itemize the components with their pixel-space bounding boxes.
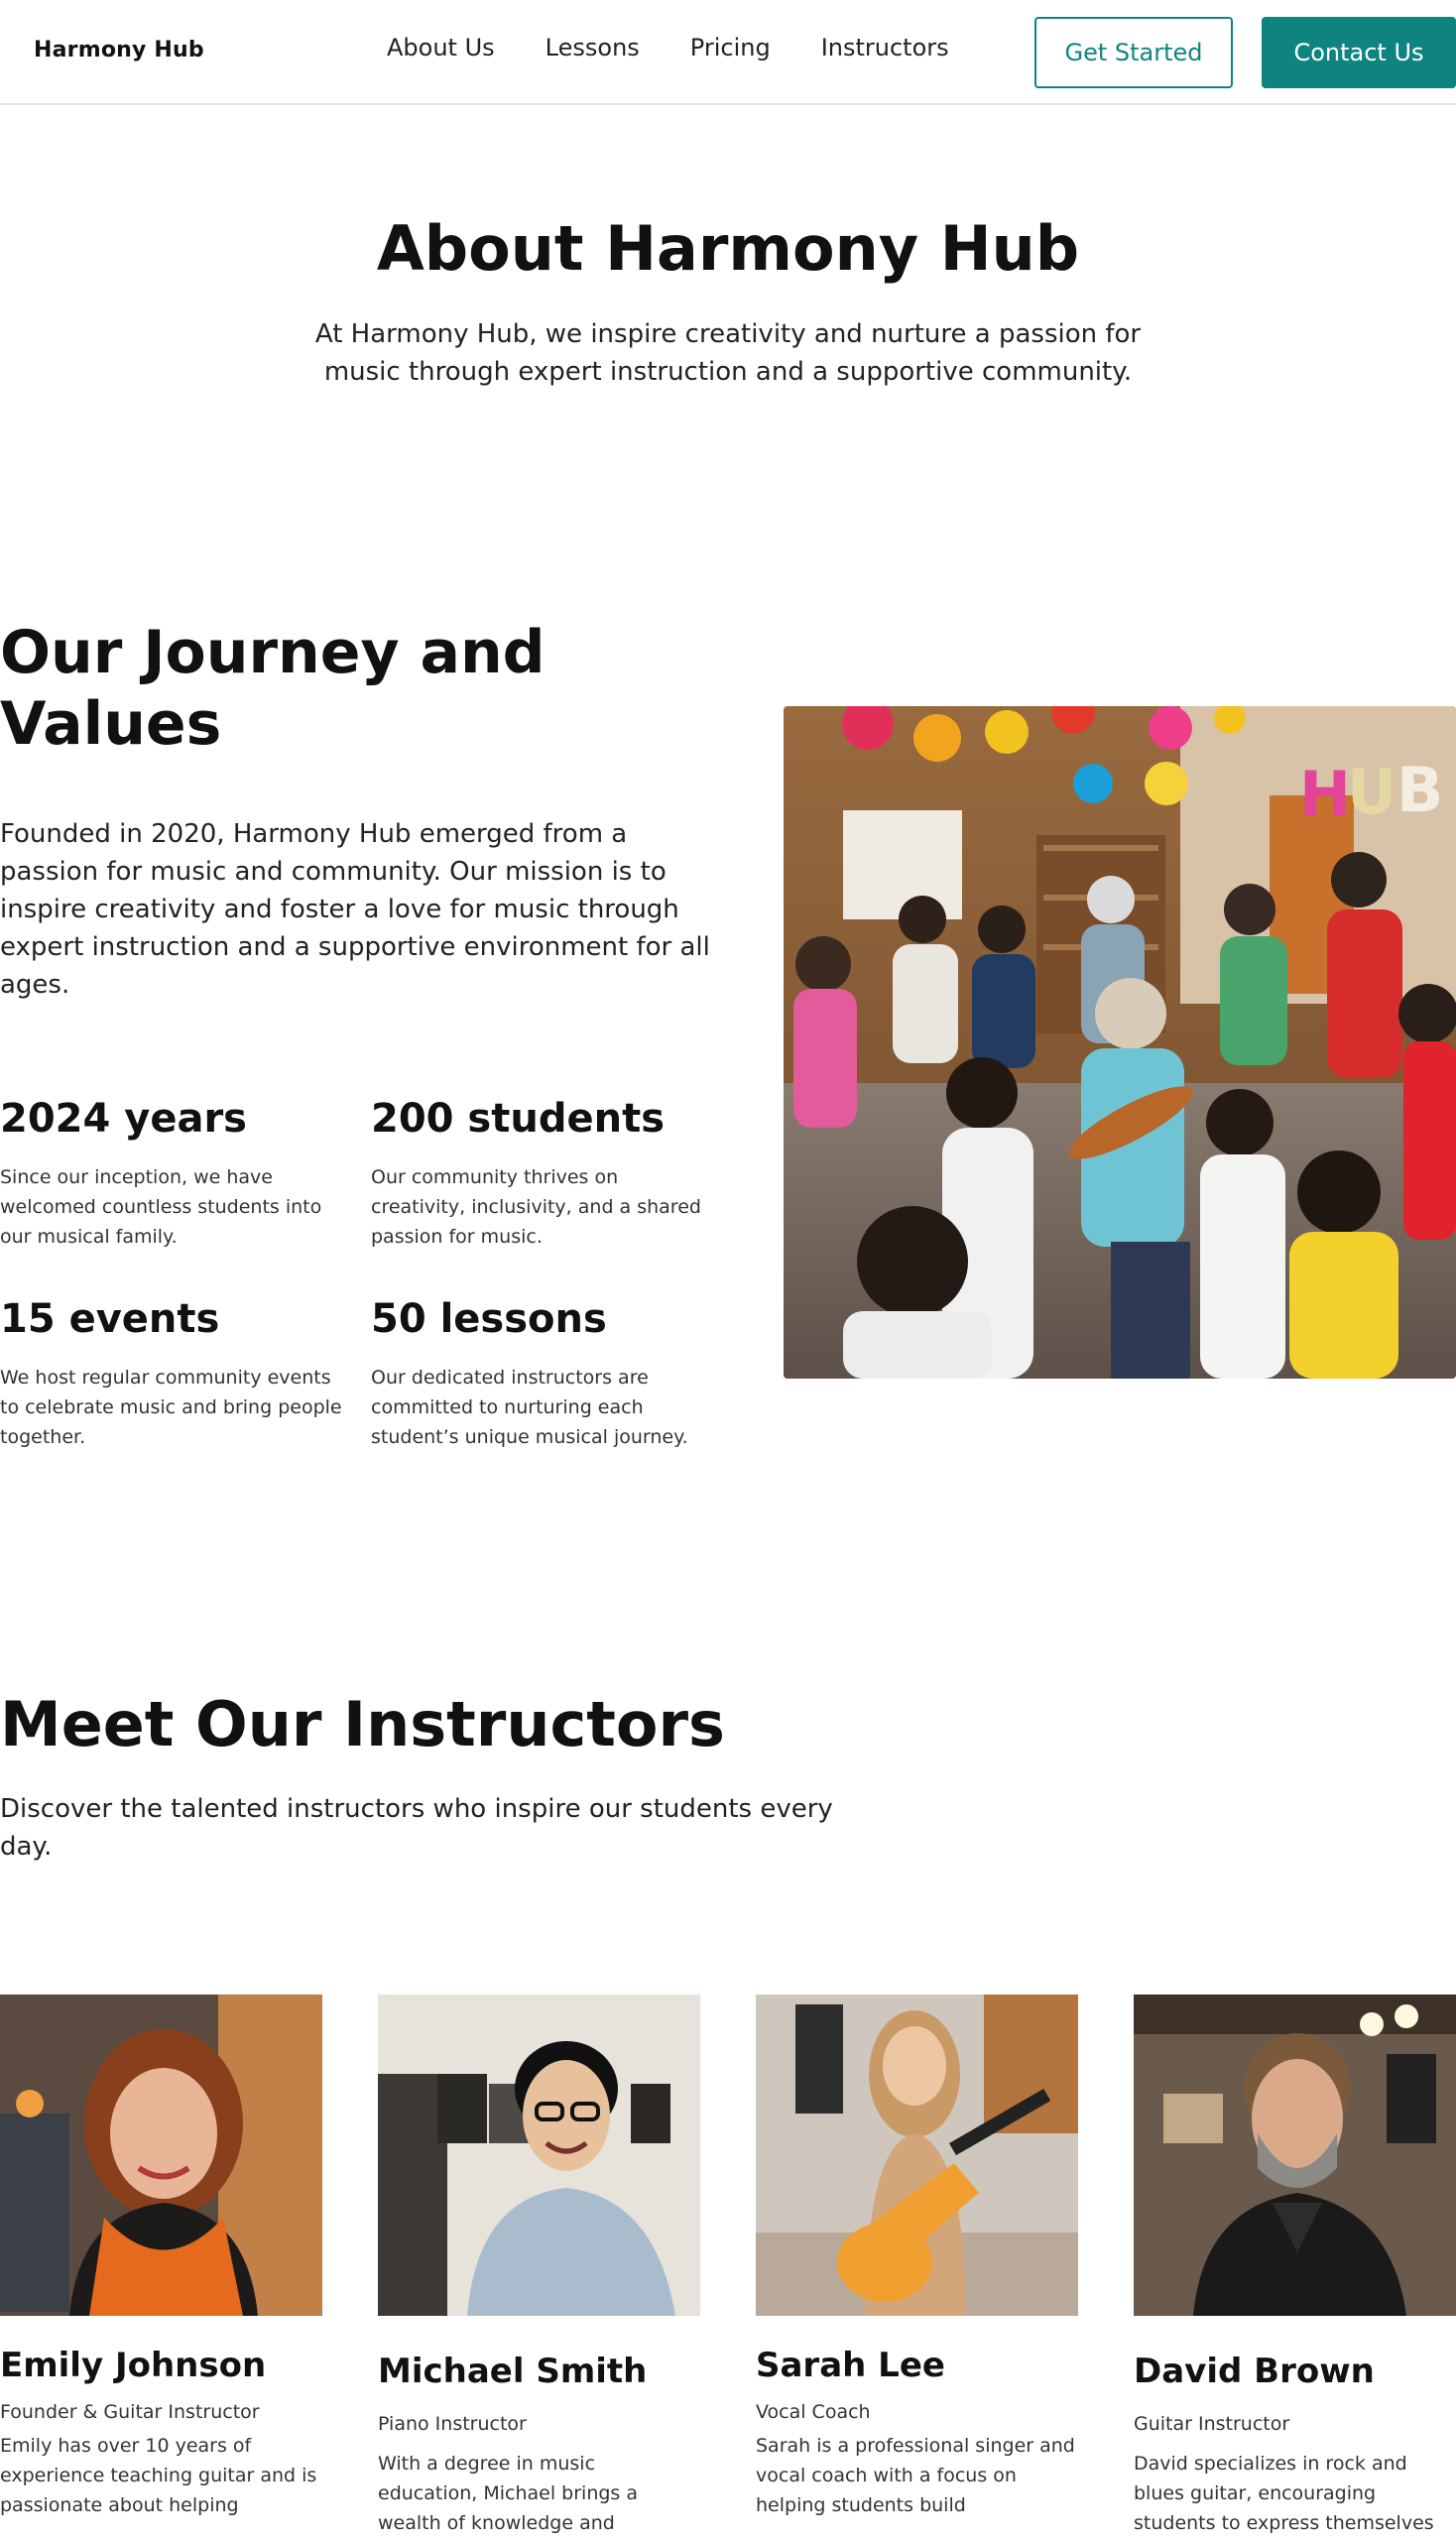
- instructor-card[interactable]: [378, 1995, 700, 2538]
- instructor-photo: [378, 1995, 700, 2316]
- nav-link-lessons[interactable]: Lessons: [545, 34, 640, 61]
- svg-text:H: H: [1299, 758, 1351, 830]
- instructor-card[interactable]: [0, 1995, 322, 2520]
- contact-us-button[interactable]: Contact Us: [1262, 17, 1456, 88]
- instructor-bio: David specializes in rock and blues guitar, encouraging students to express themselves: [1134, 2453, 1434, 2534]
- stat-students: [371, 1095, 718, 1252]
- instructor-bio: Sarah is a professional singer and vocal coach with a focus on helping students build: [756, 2435, 1075, 2516]
- stat-value: 200 students: [371, 1096, 665, 1142]
- instructor-role: Guitar Instructor: [1134, 2413, 1290, 2435]
- community-photo: [784, 706, 1456, 1379]
- instructor-photo: [756, 1995, 1078, 2316]
- instructor-card[interactable]: [756, 1995, 1078, 2520]
- nav-link-instructors[interactable]: Instructors: [820, 34, 949, 61]
- nav-link-about[interactable]: About Us: [387, 34, 495, 61]
- get-started-button[interactable]: Get Started: [1034, 17, 1233, 88]
- instructor-bio: Emily has over 10 years of experience teaching guitar and is passionate about helping: [0, 2435, 317, 2516]
- instructor-name: Michael Smith: [378, 2352, 648, 2391]
- stat-years: [0, 1095, 347, 1252]
- instructor-name: Sarah Lee: [756, 2346, 945, 2385]
- journey-heading: Our Journey and Values: [0, 618, 546, 759]
- nav-links: [387, 34, 1000, 61]
- stat-value: 50 lessons: [371, 1296, 607, 1342]
- nav-link-pricing[interactable]: Pricing: [689, 34, 771, 61]
- instructor-name: Emily Johnson: [0, 2346, 267, 2385]
- brand-logo[interactable]: Harmony Hub: [34, 38, 204, 62]
- journey-description: Founded in 2020, Harmony Hub emerged from a passion for music and community. Our mission is to inspire creativity and foster a love for music through expert instruction and a supportive environment for all ages.: [0, 819, 710, 1000]
- stat-description: Since our inception, we have welcomed countless students into our musical family.: [0, 1166, 322, 1248]
- instructor-role: Vocal Coach: [756, 2401, 871, 2423]
- instructor-role: Piano Instructor: [378, 2413, 527, 2435]
- hero-subtitle: At Harmony Hub, we inspire creativity and nurture a passion for music through expert instruction and a supportive community.: [314, 319, 1142, 387]
- instructor-photo: [1134, 1995, 1456, 2316]
- svg-text:U: U: [1347, 756, 1397, 828]
- page-title: About Harmony Hub: [376, 212, 1080, 285]
- instructor-bio: With a degree in music education, Michael brings a wealth of knowledge and: [378, 2453, 639, 2534]
- stat-description: Our dedicated instructors are committed to nurturing each student’s unique musical journey.: [371, 1367, 688, 1448]
- stat-lessons: [371, 1295, 718, 1452]
- instructor-role: Founder & Guitar Instructor: [0, 2401, 260, 2423]
- instructor-name: David Brown: [1134, 2352, 1375, 2391]
- instructor-card[interactable]: [1134, 1995, 1456, 2538]
- stat-description: Our community thrives on creativity, inclusivity, and a shared passion for music.: [371, 1166, 701, 1248]
- stat-value: 2024 years: [0, 1096, 247, 1142]
- stat-events: [0, 1295, 347, 1452]
- instructors-subtitle: Discover the talented instructors who inspire our students every day.: [0, 1794, 833, 1862]
- svg-text:B: B: [1396, 754, 1444, 826]
- stat-description: We host regular community events to celebrate music and bring people together.: [0, 1367, 342, 1448]
- instructors-heading: Meet Our Instructors: [0, 1688, 725, 1760]
- instructor-photo: [0, 1995, 322, 2316]
- stat-value: 15 events: [0, 1296, 220, 1342]
- top-nav: [0, 0, 1456, 105]
